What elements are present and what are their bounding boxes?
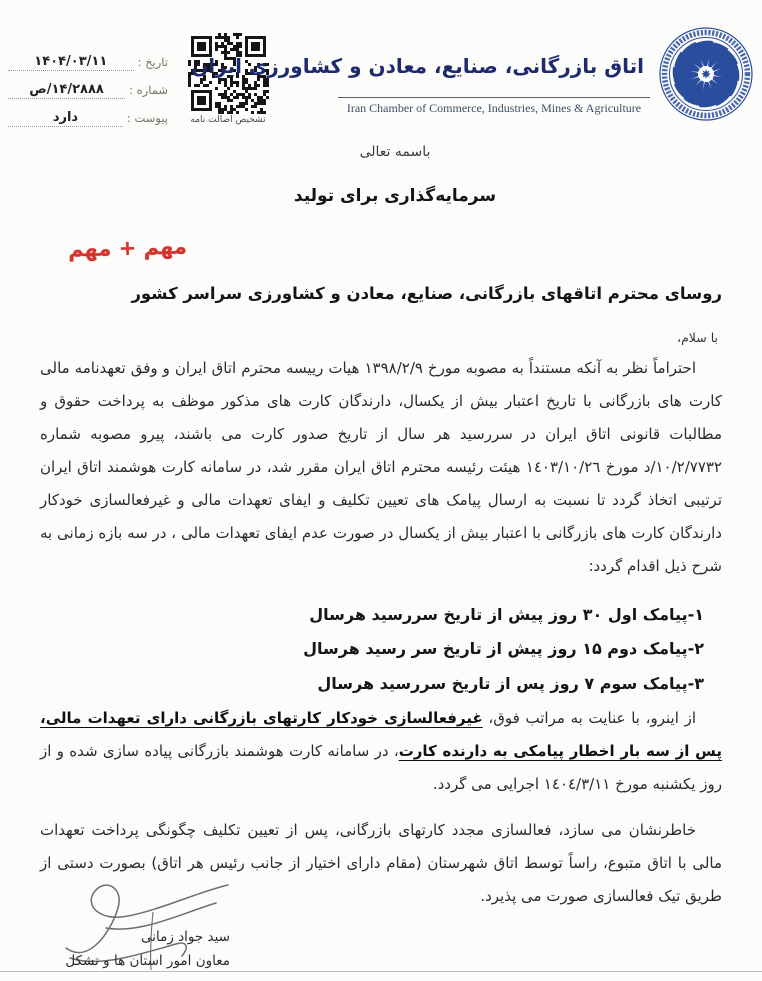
meta-date-row (8, 44, 168, 71)
paragraph-2-emphasis: غیرفعالسازی خودکار کارتهای بازرگانی دارای تعهدات مالی، پس از سه بار اخطار پیامکی به دارنده کارت (40, 709, 722, 760)
salutation: با سلام، (677, 330, 718, 345)
list-item: ۱-پیامک اول ۳۰ روز پیش از تاریخ سررسید هرسال (309, 605, 704, 624)
footer-rule (0, 971, 762, 972)
slogan: سرمایه‌گذاری برای تولید (293, 186, 497, 206)
paragraph-2-post: ، در سامانه کارت هوشمند بازرگانی پیاده سازی شده و از روز یکشنبه مورخ ١٤٠٤/٣/١١ اجرایی می گردد. (40, 742, 722, 793)
paragraph-2-pre: از اینرو، با عنایت به مراتب فوق، (482, 709, 697, 727)
sms-schedule-list (303, 598, 704, 701)
qr-caption: تشخیص اصالت نامه (190, 115, 266, 125)
signature-block (50, 926, 230, 973)
org-name-en: Iran Chamber of Commerce, Industries, Mines & Agriculture (346, 101, 642, 115)
date-value: ۱۴۰۴/۰۳/۱۱ (8, 54, 134, 71)
date-label: تاریخ : (137, 55, 168, 69)
qr-code (183, 33, 273, 125)
importance-stamp: مهم + مهم (67, 234, 188, 262)
attachment-label: پیوست : (126, 111, 168, 125)
body-paragraph-3: خاطرنشان می سازد، فعالسازی مجدد کارتهای بازرگانی، پس از تعیین تکلیف چگونگی پرداخت تعهدات مالی با اتاق متبوع، راساً توسط اتاق شهرستان (مقام دارای اختیار از جانب رئیس هر اتاق) بصورت دستی از طریق تیک فعالسازی صورت می پذیرد. (40, 821, 722, 905)
meta-attachment-row (8, 100, 168, 127)
number-label: شماره : (129, 83, 168, 97)
bismillah: باسمه تعالی (359, 144, 431, 160)
org-name-fa: اتاق بازرگانی، صنایع، معادن و کشاورزی ایران (191, 54, 644, 78)
list-item: ۲-پیامک دوم ۱۵ روز پیش از تاریخ سر رسید هرسال (303, 639, 704, 659)
signer-title: معاون امور استان ها و تشکل (65, 952, 230, 969)
body-paragraph-2 (40, 702, 722, 801)
attachment-value: دارد (8, 110, 123, 127)
header-divider (338, 97, 650, 98)
meta-number-row (8, 72, 168, 99)
addressee-line: روسای محترم اتاقهای بازرگانی، صنایع، معادن و کشاورزی سراسر کشور (131, 284, 722, 303)
list-item: ۳-پیامک سوم ۷ روز پس از تاریخ سررسید هرسال (317, 673, 704, 693)
chamber-logo-icon (656, 26, 756, 126)
signer-name: سید جواد زمانی (140, 929, 230, 945)
number-value: ۱۴/۲۸۸۸/ص (8, 82, 125, 99)
body-paragraph-1: احتراماً نظر به آنکه مستنداً به مصوبه مورخ ۱۳۹۸/۲/۹ هیات رییسه محترم اتاق ایران و وفق تعهدنامه مالی کارت های بازرگانی با تاریخ اعتبار بیش از یکسال، دارندگان کارت های مذکور موظف به پرداخت حقوق و مطالبات قانونی اتاق ایران در سررسید هر سال از تاریخ صدور کارت می باشند، پیرو مصوبه شماره ۱۰/۲/۷۷۳۲/د مورخ ١٤٠٣/١٠/٢٦ هیئت رئیسه محترم اتاق ایران مقرر شد، در سامانه کارت هوشمند اتاق ایران ترتیبی اتخاذ گردد تا نسبت به ارسال پیامک های تعیین تکلیف و ایفای تعهدات مالی و غیرفعالسازی خودکار دارندگان کارت های بازرگانی با اعتبار بیش از یکسال در صورت عدم ایفای تعهدات مالی ، در سه بازه زمانی به شرح ذیل اقدام گردد: (40, 359, 722, 575)
